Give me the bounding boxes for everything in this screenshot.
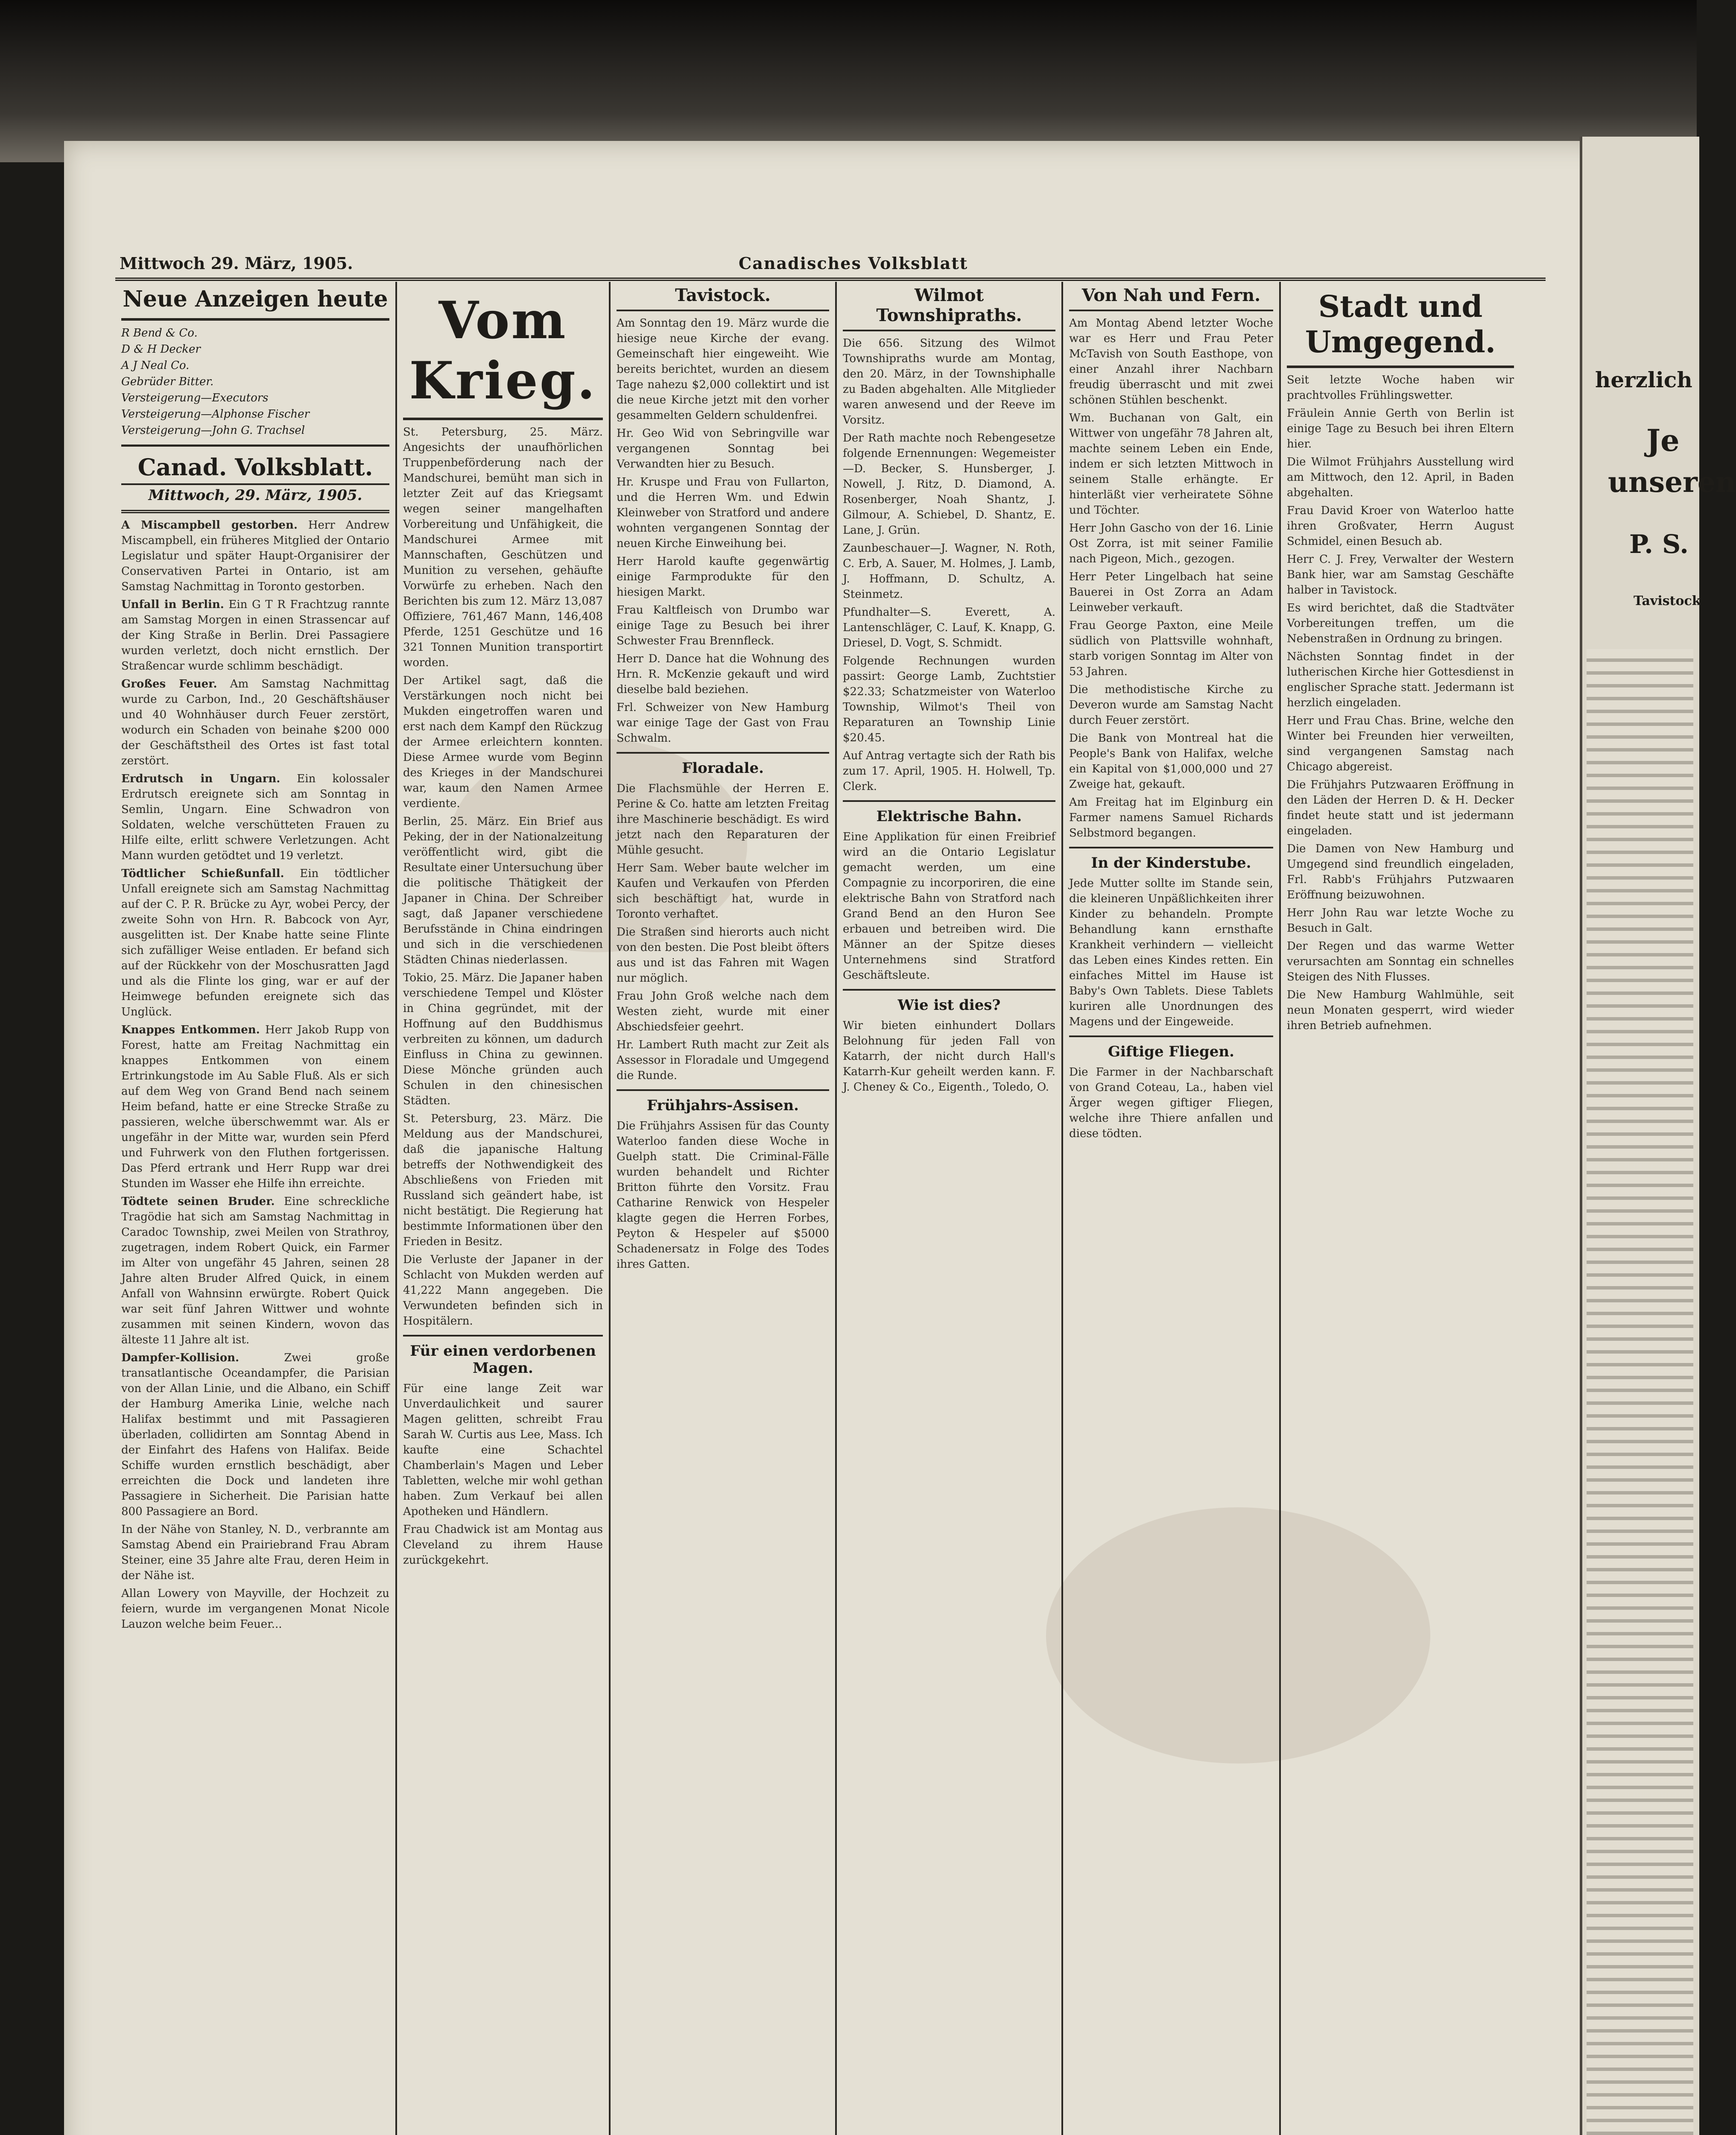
column-6 (1281, 282, 1520, 2135)
news-item (121, 1586, 389, 1632)
adjacent-page-text: unseren (1608, 465, 1736, 499)
paragraph: Am Sonntag den 19. März wurde die hiesige neue Kirche der evang. Gemeinschaft hier eingeweiht. Wie bereits berichtet, wurden an diesem Tage nahezu $2,000 collektirt und ist die neue Kirche jetzt mit den vorher gesammelten Geldern schuldenfrei. (617, 317, 829, 422)
paragraph: Tokio, 25. März. Die Japaner haben verschiedene Tempel und Klöster in China gegründet, mit der Hoffnung auf den Buddhismus verbreiten zu können, um dadurch Einfluss in China zu gewinnen. Diese Mönche gründen auch Schulen in den chinesischen Städten. (403, 971, 603, 1107)
ad-item: Versteigerung—Alphonse Fischer (121, 408, 310, 421)
news-item-heading: A Miscampbell gestorben. (121, 519, 298, 532)
paragraph: Die Straßen sind hierorts auch nicht von den besten. Die Post bleibt öfters aus und ist das Fahren mit Wagen nur möglich. (617, 926, 829, 985)
paragraph: Frau Chadwick ist am Montag aus Cleveland zu ihrem Hause zurückgekehrt. (403, 1523, 603, 1567)
paragraph: Pfundhalter—S. Everett, A. Lantenschläger, C. Lauf, K. Knapp, G. Driesel, D. Vogt, S. Schmidt. (843, 606, 1055, 649)
news-item (121, 1522, 389, 1583)
news-item (121, 771, 389, 863)
paragraph: Die Verluste der Japaner in der Schlacht von Mukden werden auf 41,222 Mann angegeben. Die Verwundeten befinden sich in Hospitälern. (403, 1253, 603, 1328)
paragraph: Auf Antrag vertagte sich der Rath bis zum 17. April, 1905. H. Holwell, Tp. Clerk. (843, 749, 1055, 793)
news-item-text: In der Nähe von Stanley, N. D., verbrannte am Samstag Abend ein Prairiebrand Frau Abram Steiner, eine 35 Jahre alte Frau, deren Heim in der Nähe ist. (121, 1523, 389, 1582)
section-heading-poison-flies: Giftige Fliegen. (1069, 1035, 1273, 1065)
adjacent-page (1580, 137, 1736, 2135)
paragraph: Frau John Groß welche nach dem Westen zieht, wurde mit einer Abschiedsfeier geehrt. (617, 990, 829, 1033)
paragraph: Die Bank von Montreal hat die People's Bank von Halifax, welche ein Kapital von $1,000,000 und 27 Zweige hat, gekauft. (1069, 732, 1273, 791)
section-heading: Für einen verdorbenen Magen. (403, 1335, 603, 1381)
paragraph: Die Wilmot Frühjahrs Ausstellung wird am Mittwoch, den 12. April, in Baden abgehalten. (1287, 456, 1514, 499)
news-item (121, 597, 389, 674)
paragraph: Zaunbeschauer—J. Wagner, N. Roth, C. Erb, A. Sauer, M. Holmes, J. Lamb, J. Hoffmann, D. Schultz, A. Steinmetz. (843, 542, 1055, 601)
news-item-heading: Unfall in Berlin. (121, 598, 224, 611)
paragraph: St. Petersburg, 23. März. Die Meldung aus der Mandschurei, daß die japanische Haltung betreffs der Nothwendigkeit des Abschließens von Frieden mit Russland sich geändert habe, ist nicht bestätigt. Die Regierung hat bestimmte Informationen über den Frieden in Besitz. (403, 1112, 603, 1248)
news-items (121, 513, 389, 1632)
news-item-text: Zwei große transatlantische Oceandampfer, die Parisian von der Allan Linie, und die Albano, ein Schiff der Hamburg Amerika Linie, welche nach Halifax bestimmt und mit Passagieren überladen, collidirten am Sonntag Abend in der Einfahrt des Hafens von Halifax. Beide Schiffe wurden ernstlich beschädigt, aber erreichten die Dock und landeten ihre Passagiere in Sicherheit. Die Parisian hatte 800 Passagiere an Bord. (121, 1351, 389, 1518)
ad-item: Versteigerung—Executors (121, 392, 269, 404)
paragraph: Berlin, 25. März. Ein Brief aus Peking, der in der Nationalzeitung veröffentlicht wird, gibt die Resultate einer Untersuchung über die politische Thätigkeit der Japaner in China. Der Schreiber sagt, daß Japaner verschiedene Berufsstände in China eindringen und sich in die verschiedenen Städten Chinas niederlassen. (403, 815, 603, 966)
paragraph: Herr und Frau Chas. Brine, welche den Winter bei Freunden hier verweilten, sind vergangenen Samstag nach Chicago abgereist. (1287, 714, 1514, 773)
ad-item: D & H Decker (121, 343, 201, 356)
paragraph: Hr. Kruspe und Frau von Fullarton, und die Herren Wm. und Edwin Kleinweber von Stratford und andere wohnten vergangenen Sonntag der neuen Kirche Einweihung bei. (617, 476, 829, 550)
news-item-heading: Dampfer-Kollision. (121, 1351, 240, 1364)
paragraph: St. Petersburg, 25. März. Angesichts der unaufhörlichen Truppenbeförderung nach der Mandschurei, bemüht man sich in letzter Zeit auf das Kriegsamt wegen seiner mangelhaften Vorbereitung und Unfähigkeit, die Mandschurei Armee mit Mannschaften, Geschützen und Munition zu versehen, gehäufte Vorwürfe zu erheben. Nach den Berichten bis zum 12. März 13,087 Offiziere, 761,467 Mann, 146,408 Pferde, 1251 Geschütze und 16 321 Tonnen Munition transportirt worden. (403, 426, 603, 669)
paragraph: Die Damen von New Hamburg und Umgegend sind freundlich eingeladen, Frl. Rabb's Frühjahrs Putzwaaren Eröffnung beizuwohnen. (1287, 842, 1514, 901)
paragraph: Die methodistische Kirche zu Deveron wurde am Samstag Nacht durch Feuer zerstört. (1069, 683, 1273, 727)
section-body (617, 781, 829, 1083)
paragraph: Am Freitag hat im Elginburg ein Farmer namens Samuel Richards Selbstmord begangen. (1069, 796, 1273, 839)
section-heading-town: Stadt und Umgegend. (1287, 282, 1514, 368)
news-item-text: Am Samstag Nachmittag wurde zu Carbon, Ind., 20 Geschäftshäuser und 40 Wohnhäuser durch Feuer zerstört, wodurch ein Schaden von beinahe $200 000 der Geschäftstheil des Ortes ist fast total zerstört. (121, 678, 390, 767)
paragraph: Der Rath machte noch Rebengesetze folgende Ernennungen: Wegemeister—D. Becker, S. Hunsberger, J. Nowell, J. Ritz, D. Diamond, A. Rosenberger, Noah Shantz, J. Gilmour, A. Schiebel, D. Shantz, E. Lane, J. Grün. (843, 432, 1055, 537)
paragraph: Frau David Kroer von Waterloo hatte ihren Großvater, Herrn August Schmidel, einen Besuch ab. (1287, 504, 1514, 548)
paragraph: Herr John Rau war letzte Woche zu Besuch in Galt. (1287, 907, 1514, 935)
paragraph: Wm. Buchanan von Galt, ein Wittwer von ungefähr 78 Jahren alt, machte seinem Leben ein Ende, indem er sich letzten Mittwoch in seinem Stalle erhängte. Er hinterläßt vier verheiratete Söhne und Töchter. (1069, 412, 1273, 517)
news-item-text: Herr Jakob Rupp von Forest, hatte am Freitag Nachmittag ein knappes Entkommen von einem Ertrinkungstode im Au Sable Fluß. Als er sich auf dem Weg von Grand Bend nach seinem Heim befand, hatte er eine Strecke Straße zu passieren, welche überschwemmt war. Als er ungefähr in der Mitte war, wurden sein Pferd und Fuhrwerk von den Fluthen fortgerissen. Das Pferd ertrank und Herr Rupp war drei Stunden im Wasser ehe Hilfe ihn erreichte. (121, 1024, 390, 1190)
paragraph: Frau George Paxton, eine Meile südlich von Plattsville wohnhaft, starb vorigen Sonntag im Alter von 53 Jahren. (1069, 619, 1273, 678)
news-item-heading: Tödtlicher Schießunfall. (121, 867, 284, 880)
section-body (617, 311, 829, 746)
section-body (403, 1381, 603, 1568)
paragraph: Herr Peter Lingelbach hat seine Bauerei in Ost Zorra an Adam Leinweber verkauft. (1069, 570, 1273, 614)
paragraph: Frau Kaltfleisch von Drumbo war einige Tage zu Besuch bei ihrer Schwester Frau Brennfleck. (617, 604, 829, 647)
section-heading-near-far: Von Nah und Fern. (1069, 282, 1273, 311)
paragraph: Am Montag Abend letzter Woche war es Herr und Frau Peter McTavish von South Easthope, von einer Anzahl ihrer Nachbarn freudig überrascht und mit zwei schönen Stühlen beschenkt. (1069, 317, 1273, 407)
paragraph: Herr C. J. Frey, Verwalter der Western Bank hier, war am Samstag Geschäfte halber in Tavistock. (1287, 553, 1514, 597)
news-item (121, 1022, 389, 1191)
news-item-heading: Großes Feuer. (121, 678, 217, 690)
section-heading-how-is-this: Wie ist dies? (843, 989, 1055, 1018)
news-item (121, 866, 389, 1020)
paragraph: Herr Sam. Weber baute welcher im Kaufen und Verkaufen von Pferden sich beschäftigt hat, wurde in Toronto verhaftet. (617, 862, 829, 921)
paragraph: Die Frühjahrs Assisen für das County Waterloo fanden diese Woche in Guelph statt. Die Criminal-Fälle wurden behandelt und Richter Britton führte den Vorsitz. Frau Catharine Renwick von Hespeler klagte gegen die Herren Forbes, Peyton & Hespeler auf $5000 Schadenersatz in Folge des Todes ihres Gatten. (617, 1120, 829, 1271)
section-body (1069, 1065, 1273, 1141)
adjacent-page-text: P. S. (1629, 529, 1689, 559)
ad-item: A J Neal Co. (121, 359, 190, 372)
war-news-heading: Vom Krieg. (403, 282, 603, 420)
paper-name: Canadisches Volksblatt (739, 254, 968, 273)
column-2 (397, 282, 611, 2135)
adjacent-page-text-lines (1587, 649, 1693, 2135)
news-item-text: Herr Andrew Miscampbell, ein früheres Mitglied der Ontario Legislatur und später Haupt-Organisirer der Conservativen Partei in Ontario, ist am Samstag Nachmittag in Toronto gestorben. (121, 519, 389, 593)
paragraph: Frl. Schweizer von New Hamburg war einige Tage der Gast von Frau Schwalm. (617, 701, 829, 745)
ad-item: Versteigerung—John G. Trachsel (121, 424, 305, 437)
paragraph: Für eine lange Zeit war Unverdaulichkeit und saurer Magen gelitten, schreibt Frau Sarah W. Curtis aus Lee, Mass. Ich kaufte eine Schachtel Chamberlain's Magen und Leber Tabletten, welche mir wohl gethan haben. Zum Verkauf bei allen Apotheken und Händlern. (403, 1382, 603, 1518)
paragraph: Seit letzte Woche haben wir prachtvolles Frühlingswetter. (1287, 374, 1514, 402)
column-5 (1063, 282, 1281, 2135)
paragraph: Es wird berichtet, daß die Stadtväter Vorbereitungen treffen, um die Nebenstraßen in Ordnung zu bringen. (1287, 602, 1514, 645)
issue-date: Mittwoch 29. März, 1905. (120, 254, 353, 273)
news-item-text: Ein tödtlicher Unfall ereignete sich am Samstag Nachmittag auf der C. P. R. Brücke zu Ayr, wobei Percy, der zweite Sohn von Hrn. R. Babcock von Ayr, ausgelitten ist. Der Knabe hatte seine Flinte sich zufälliger Weise entladen. Er befand sich auf der Rückkehr von der Moschusratten Jagd und als die Flinte los ging, war er auf der Heimwege befunden ereignete sich das Unglück. (121, 867, 389, 1018)
column-1 (115, 282, 397, 2135)
news-item (121, 1194, 389, 1348)
section-body (617, 1118, 829, 1272)
news-item-text: Allan Lowery von Mayville, der Hochzeit zu feiern, wurde im vergangenen Monat Nicole Lauzon welche beim Feuer... (121, 1587, 389, 1631)
paper-title: Canad. Volksblatt. (137, 453, 373, 481)
paragraph: Eine Applikation für einen Freibrief wird an die Ontario Legislatur gemacht werden, um eine Compagnie zu incorporiren, die eine elektrische Bahn von Stratford nach Grand Bend an den Huron See erbauen und betreiben wird. Die Männer an der Spitze dieses Unternehmens sind Stratford Geschäftsleute. (843, 831, 1055, 982)
war-news-body (403, 420, 603, 1329)
section-heading-wilmot: Wilmot Townshipraths. (843, 282, 1055, 331)
section-body (843, 331, 1055, 794)
column-4 (837, 282, 1063, 2135)
adjacent-page-text: Tavistock (1634, 594, 1701, 608)
section-heading-assizes: Frühjahrs-Assisen. (617, 1089, 829, 1118)
section-body (843, 829, 1055, 983)
paragraph: Jede Mutter sollte im Stande sein, die kleineren Unpäßlichkeiten ihrer Kinder zu behandeln. Prompte Behandlung kann ernsthafte Krankheit verhindern — vielleicht das Leben eines Kindes retten. Ein einfaches Mittel im Hause ist Baby's Own Tablets. Diese Tablets kuriren alle Unordnungen des Magens und der Eingeweide. (1069, 877, 1273, 1028)
paragraph: Herr John Gascho von der 16. Linie Ost Zorra, ist mit seiner Familie nach Pigeon, Mich., gezogen. (1069, 522, 1273, 565)
news-item (121, 676, 389, 769)
paragraph: Herr D. Dance hat die Wohnung des Hrn. R. McKenzie gekauft und wird dieselbe bald beziehen. (617, 652, 829, 696)
paragraph: Hr. Lambert Ruth macht zur Zeit als Assessor in Floradale und Umgegend die Runde. (617, 1038, 829, 1082)
section-body (843, 1018, 1055, 1095)
section-body (1287, 368, 1514, 1033)
section-heading-tavistock: Tavistock. (617, 282, 829, 311)
adjacent-page-text: Je (1646, 423, 1680, 458)
scan-background (0, 0, 1697, 162)
ad-item: Gebrüder Bitter. (121, 375, 214, 388)
paragraph: Fräulein Annie Gerth von Berlin ist einige Tage zu Besuch bei ihren Eltern hier. (1287, 407, 1514, 450)
news-item (121, 518, 389, 594)
paragraph: Herr Harold kaufte gegenwärtig einige Farmprodukte für den hiesigen Markt. (617, 555, 829, 599)
news-item-heading: Tödtete seinen Bruder. (121, 1195, 275, 1208)
paper-date: Mittwoch, 29. März, 1905. (121, 483, 389, 513)
section-body (1069, 876, 1273, 1029)
paragraph: Folgende Rechnungen wurden passirt: George Lamb, Zuchtstier $22.33; Schatzmeister von Waterloo Township, Wilmot's Theil von Reparaturen an Township Linie $20.45. (843, 655, 1055, 744)
paragraph: Nächsten Sonntag findet in der lutherischen Kirche hier Gottesdienst in englischer Sprache statt. Jedermann ist herzlich eingeladen. (1287, 650, 1514, 709)
paragraph: Der Artikel sagt, daß die Verstärkungen noch nicht bei Mukden eingetroffen waren und erst nach dem Kampf den Rückzug der Armee erleichtern konnten. Diese Armee wurde vom Beginn des Krieges in der Mandschurei war, kaum den Namen Armee verdiente. (403, 674, 603, 810)
adjacent-page-text: herzlich (1595, 367, 1692, 392)
section-body (1069, 311, 1273, 841)
news-item-text: Ein G T R Frachtzug rannte am Samstag Morgen in einen Strassencar auf der King Straße in Berlin. Drei Passagiere wurden verletzt, doch nicht ernstlich. Der Straßencar wurde schlimm beschädigt. (121, 598, 389, 673)
news-item-text: Eine schreckliche Tragödie hat sich am Samstag Nachmittag in Caradoc Township, zwei Meilen von Strathroy, zugetragen, indem Robert Quick, ein Farmer im Alter von ungefähr 45 Jahren, seinen 28 Jahre alten Bruder Alfred Quick, in einem Anfall von Wahnsinn erwürgte. Robert Quick war seit fünf Jahren Wittwer und wohnte zusammen mit seinen Kindern, wovon das älteste 11 Jahre alt ist. (121, 1195, 389, 1346)
paragraph: Wir bieten einhundert Dollars Belohnung für jeden Fall von Katarrh, der nicht durch Hall's Katarrh-Kur geheilt werden kann. F. J. Cheney & Co., Eigenth., Toledo, O. (843, 1019, 1055, 1094)
new-ads-list (121, 321, 389, 447)
paragraph: Die Flachsmühle der Herren E. Perine & Co. hatte am letzten Freitag ihre Maschinerie beschädigt. Es wird jetzt nach den Reparaturen der Mühle gesucht. (617, 782, 829, 857)
news-item (121, 1350, 389, 1519)
news-item-heading: Knappes Entkommen. (121, 1024, 260, 1036)
news-item-heading: Erdrutsch in Ungarn. (121, 772, 281, 785)
column-3 (611, 282, 837, 2135)
section-heading-nursery: In der Kinderstube. (1069, 847, 1273, 876)
paragraph: Die Farmer in der Nachbarschaft von Grand Coteau, La., haben viel Ärger wegen giftiger Fliegen, welche ihre Thiere anfallen und diese tödten. (1069, 1066, 1273, 1140)
masthead (115, 252, 1546, 281)
section-heading-floradale: Floradale. (617, 752, 829, 781)
paragraph: Die 656. Sitzung des Wilmot Townshipraths wurde am Montag, den 20. März, in der Townshiphalle zu Baden abgehalten. Alle Mitglieder waren anwesend und der Reeve im Vorsitz. (843, 337, 1055, 427)
paragraph: Die Frühjahrs Putzwaaren Eröffnung in den Läden der Herren D. & H. Decker findet heute statt und ist jedermann eingeladen. (1287, 778, 1514, 837)
news-item-text: Ein kolossaler Erdrutsch ereignete sich am Sonntag in Semlin, Ungarn. Eine Schwadron von Soldaten, welche verschütteten Frauen zu Hilfe eilte, erlitt schwere Verletzungen. Acht Mann wurden getödtet und 19 verletzt. (121, 772, 390, 862)
section-heading-electric-railway: Elektrische Bahn. (843, 800, 1055, 829)
ad-item: R Bend & Co. (121, 327, 198, 339)
paragraph: Die New Hamburg Wahlmühle, seit neun Monaten gesperrt, wird wieder ihren Betrieb aufnehmen. (1287, 989, 1514, 1032)
paragraph: Der Regen und das warme Wetter verursachten am Sonntag ein schnelles Steigen des Nith Flusses. (1287, 940, 1514, 983)
new-ads-heading: Neue Anzeigen heute (121, 282, 389, 321)
paragraph: Hr. Geo Wid von Sebringville war vergangenen Sonntag bei Verwandten hier zu Besuch. (617, 427, 829, 471)
